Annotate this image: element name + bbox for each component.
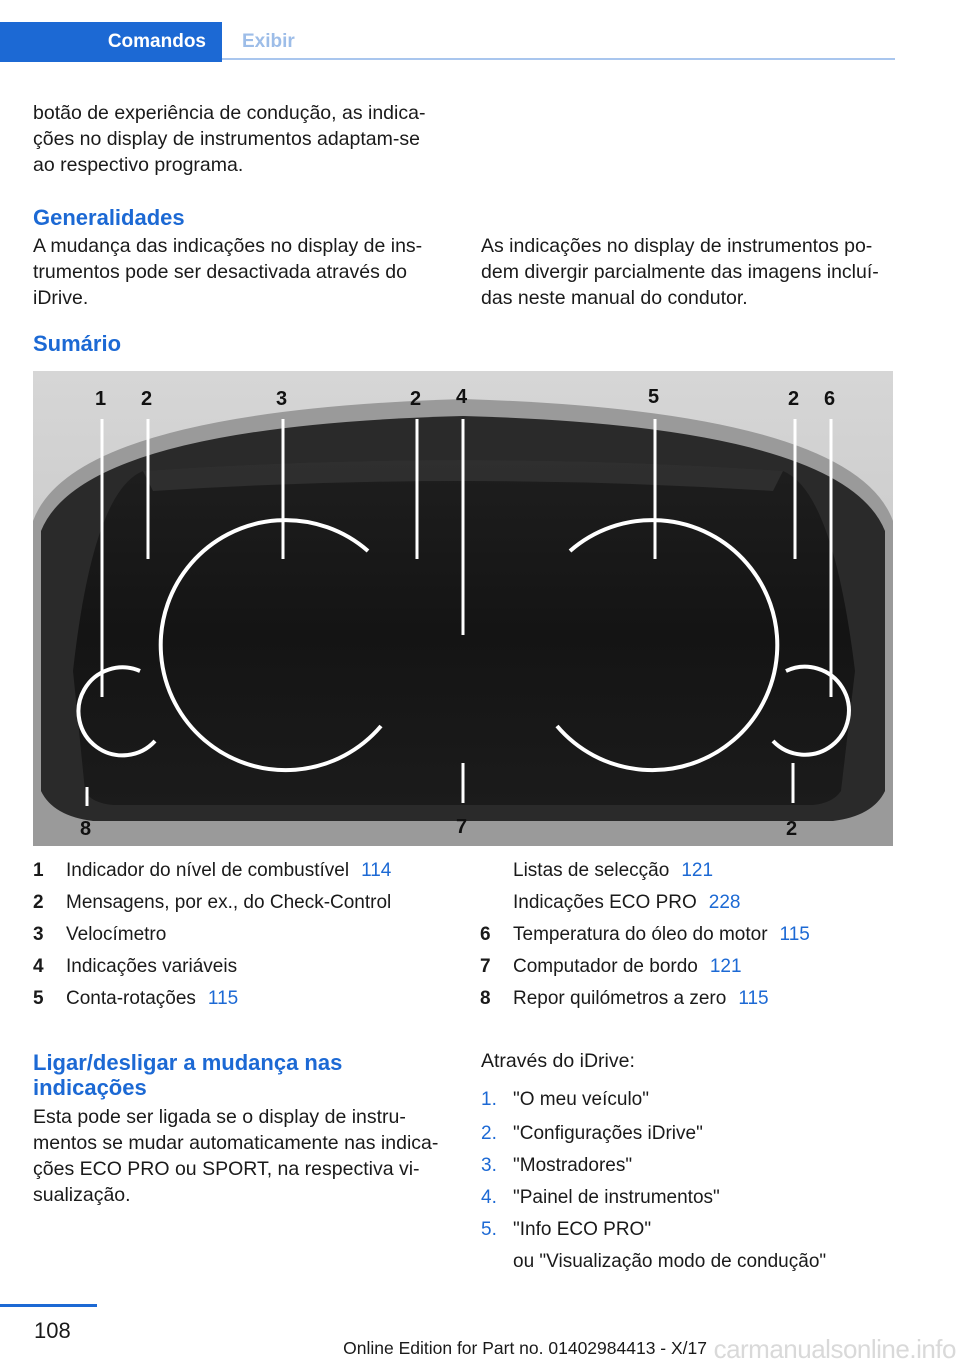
step-text: "Painel de instrumentos" [513, 1187, 720, 1208]
legend-text: Mensagens, por ex., do Check-Control [66, 892, 392, 913]
generalidades-left-text: A mudança das indicações no display de ins-trumentos pode ser desactivada através do iDrive. [33, 235, 423, 309]
legend-text: Velocímetro [66, 924, 167, 945]
legend-text: Indicador do nível de combustível [66, 860, 350, 881]
legend-number: 7 [480, 956, 491, 977]
page-reference-link[interactable]: 121 [709, 956, 742, 977]
tab-underline [222, 58, 895, 60]
page-reference-link[interactable]: 115 [738, 988, 769, 1009]
step-text: "O meu veículo" [513, 1089, 649, 1110]
sumario-heading: Sumário [33, 331, 122, 356]
legend-number: 6 [480, 924, 491, 945]
step-text: "Configurações iDrive" [513, 1123, 703, 1144]
legend-text: Repor quilómetros a zero [513, 988, 727, 1009]
top-tab-bar [0, 0, 895, 62]
generalidades-heading: Generalidades [33, 205, 185, 230]
instrument-cluster-illustration [33, 371, 893, 846]
step-text: ou "Visualização modo de condução" [513, 1251, 827, 1272]
page-reference-link[interactable]: 115 [779, 924, 810, 945]
ligar-heading-line2: indicações [33, 1075, 147, 1100]
intro-paragraph: botão de experiência de condução, as indica-ções no display de instrumentos adaptam-se ao respectivo programa. [33, 102, 426, 176]
page-number: 108 [34, 1318, 71, 1343]
generalidades-right-text: As indicações no display de instrumentos po-dem divergir parcialmente das imagens incluí-das neste manual do condutor. [481, 235, 879, 309]
callout-8: 8 [80, 818, 92, 840]
step-number: 1. [481, 1089, 497, 1110]
callout-2c: 2 [788, 388, 800, 410]
callout-6: 6 [824, 388, 836, 410]
callout-3: 3 [276, 388, 288, 410]
edition-note: Online Edition for Part no. 01402984413 - X/17 [343, 1338, 707, 1358]
watermark: carmanualsonline.info [713, 1334, 956, 1364]
tab-comandos[interactable]: Comandos [0, 22, 222, 62]
step-number: 2. [481, 1123, 497, 1144]
page-reference-link[interactable]: 121 [681, 860, 714, 881]
callout-7: 7 [456, 816, 468, 838]
ligar-body-text: Esta pode ser ligada se o display de instru-mentos se mudar automaticamente nas indica-ções ECO PRO ou SPORT, na respectiva vi-sualização. [33, 1106, 439, 1206]
step-text: "Info ECO PRO" [513, 1219, 652, 1240]
legend-text: Computador de bordo [513, 956, 698, 977]
callout-2b: 2 [410, 388, 422, 410]
legend-number: 3 [33, 924, 44, 945]
callout-5: 5 [648, 386, 660, 408]
callout-2a: 2 [141, 388, 153, 410]
callout-4: 4 [456, 386, 468, 408]
legend-text: Indicações variáveis [66, 956, 238, 977]
ligar-heading-line1: Ligar/desligar a mudança nas [33, 1050, 343, 1075]
legend-text: Listas de selecção [513, 860, 670, 881]
step-number: 4. [481, 1187, 497, 1208]
legend-text: Indicações ECO PRO [513, 892, 697, 913]
callout-1: 1 [95, 388, 107, 410]
instrument-cluster-figure [33, 371, 893, 846]
page-reference-link[interactable]: 114 [361, 860, 392, 881]
page-reference-link[interactable]: 115 [207, 988, 239, 1009]
step-text: "Mostradores" [513, 1155, 633, 1176]
legend-number: 1 [33, 860, 44, 881]
idrive-intro: Através do iDrive: [481, 1050, 635, 1072]
legend-text: Conta-rotações [66, 988, 196, 1009]
legend-number: 8 [480, 988, 491, 1009]
tab-exibir[interactable]: Exibir [242, 31, 295, 52]
legend-number: 2 [33, 892, 44, 913]
step-number: 3. [481, 1155, 497, 1176]
step-number: 5. [481, 1219, 497, 1240]
legend-number: 5 [33, 988, 44, 1009]
footer-rule [0, 1304, 97, 1307]
page-reference-link[interactable]: 228 [708, 892, 741, 913]
legend-text: Temperatura do óleo do motor [513, 924, 768, 945]
callout-2d: 2 [786, 818, 798, 840]
legend-number: 4 [33, 956, 44, 977]
